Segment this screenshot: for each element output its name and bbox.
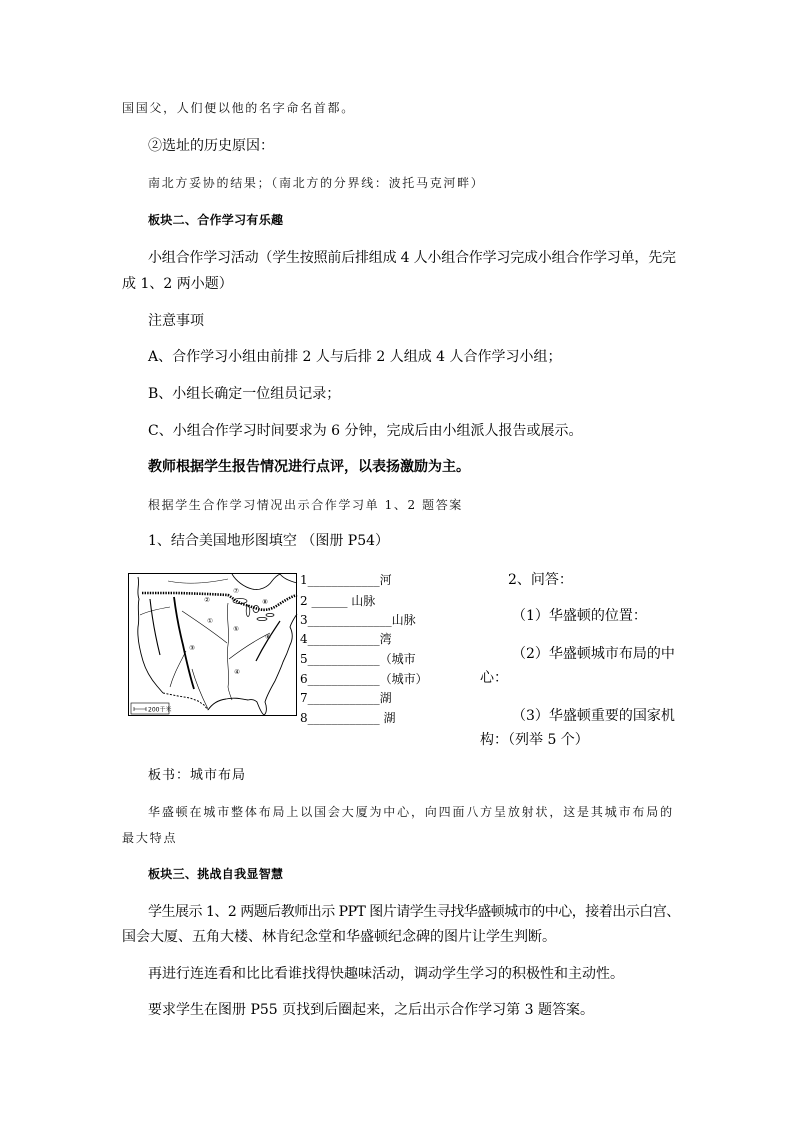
section-heading-challenge: 板块三、挑战自我显智慧 <box>148 867 284 881</box>
challenge-paragraph-line: 学生展示 1、2 两题后教师出示 PPT 图片请学生寻找华盛顿城市的中心，接着出示白宫、 <box>148 904 680 920</box>
board-title: 板书：城市布局 <box>148 768 247 783</box>
map-label: ⑤ <box>233 625 239 633</box>
map-scale-label: 200千米 <box>148 706 172 714</box>
fill-blank-item: 7____________湖 <box>300 691 392 705</box>
reason-heading: ②选址的历史原因： <box>148 138 274 154</box>
fill-blank-item: 4____________湾 <box>300 632 392 646</box>
fill-blank-item: 5____________（城市 <box>300 652 416 666</box>
question-item: （3）华盛顿重要的国家机 <box>512 708 675 724</box>
fill-blank-item: 2 ______ 山脉 <box>300 594 376 608</box>
map-label: ① <box>207 617 213 625</box>
activity-line: 小组合作学习活动（学生按照前后排组成 4 人小组合作学习完成小组合作学习单，先完 <box>148 250 676 266</box>
fill-blank-item: 3______________山脉 <box>300 613 416 627</box>
board-summary-line: 华盛顿在城市整体布局上以国会大厦为中心，向四面八方呈放射状，这是其城市布局的 <box>148 805 674 819</box>
reason-text: 南北方妥协的结果；（南北方的分界线：波托马克河畔） <box>148 176 485 190</box>
map-label: ④ <box>234 668 240 676</box>
paragraph-capital-naming: 国国父，人们便以他的名字命名首都。 <box>122 101 355 115</box>
map-label: ③ <box>189 644 195 652</box>
challenge-paragraph: 再进行连连看和比比看谁找得快趣味活动，调动学生学习的积极性和主动性。 <box>148 966 624 982</box>
answers-intro: 根据学生合作学习情况出示合作学习单 1、2 题答案 <box>148 498 463 512</box>
question-item: 心： <box>480 670 508 686</box>
us-terrain-map <box>128 573 298 717</box>
map-scale-bar <box>131 703 171 714</box>
notes-heading: 注意事项 <box>148 313 204 329</box>
question-item: （2）华盛顿城市布局的中 <box>512 646 675 662</box>
section-heading-cooperative: 板块二、合作学习有乐趣 <box>148 213 284 227</box>
note-item: A、合作学习小组由前排 2 人与后排 2 人组成 4 人合作学习小组； <box>148 349 562 365</box>
note-item: C、小组合作学习时间要求为 6 分钟，完成后由小组派人报告或展示。 <box>148 423 583 439</box>
map-label: ⑥ <box>265 633 271 641</box>
questions-heading: 2、问答： <box>508 572 573 588</box>
teacher-comment: 教师根据学生报告情况进行点评，以表扬激励为主。 <box>148 459 470 475</box>
question-item: 构：（列举 5 个） <box>480 732 589 748</box>
challenge-paragraph-line: 国会大厦、五角大楼、林肯纪念堂和华盛顿纪念碑的图片让学生判断。 <box>122 929 556 945</box>
fill-blank-item: 6____________（城市） <box>300 672 428 686</box>
map-label: ⑧ <box>262 598 268 606</box>
task-1-title: 1、结合美国地形图填空 （图册 P54） <box>148 533 390 549</box>
question-item: （1）华盛顿的位置： <box>512 608 647 624</box>
fill-blank-item: 1____________河 <box>300 573 392 587</box>
map-label: ⑦ <box>233 587 239 595</box>
note-item: B、小组长确定一位组员记录； <box>148 386 341 402</box>
activity-line: 成 1、2 两小题） <box>122 276 233 292</box>
board-summary-line: 最大特点 <box>122 831 178 845</box>
map-label: ② <box>204 596 210 604</box>
challenge-paragraph: 要求学生在图册 P55 页找到后圈起来，之后出示合作学习第 3 题答案。 <box>148 1002 594 1018</box>
fill-blank-item: 8____________ 湖 <box>300 711 396 725</box>
